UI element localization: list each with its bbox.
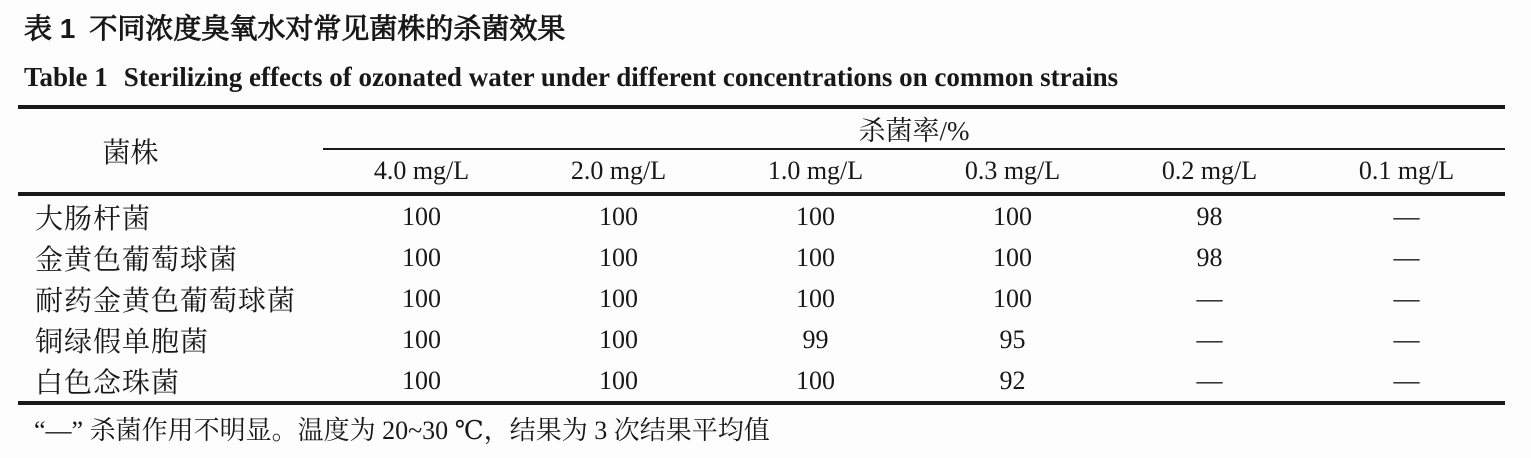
value-cell: 100: [993, 242, 1032, 272]
table-row: [18, 319, 1505, 360]
value-cell: 100: [796, 201, 835, 231]
col-header-kill-rate: 杀菌率/%: [323, 107, 1505, 149]
value-cell: —: [1393, 201, 1420, 231]
strain-cell: 铜绿假单胞菌: [35, 326, 210, 358]
value-cell: —: [1393, 283, 1420, 313]
header-row-group: [18, 107, 1505, 149]
col-header-conc-3: 1.0 mg/L: [717, 149, 914, 194]
table-caption-en: Sterilizing effects of ozonated water under different concentrations on common strains: [123, 62, 1119, 92]
col-header-conc-4: 0.3 mg/L: [914, 149, 1111, 194]
value-cell: 100: [796, 242, 835, 272]
value-cell: 100: [993, 201, 1032, 231]
value-cell: 98: [1196, 201, 1223, 231]
value-cell: 98: [1196, 242, 1223, 272]
col-header-conc-6: 0.1 mg/L: [1308, 149, 1505, 194]
strain-cell: 耐药金黄色葡萄球菌: [35, 285, 297, 317]
paper-table-figure: [0, 12, 1531, 458]
sterilizing-effects-table: [18, 105, 1505, 405]
value-cell: —: [1393, 324, 1420, 354]
strain-cell: 金黄色葡萄球菌: [35, 244, 239, 276]
value-cell: —: [1196, 365, 1223, 395]
strain-cell: 白色念珠菌: [35, 367, 181, 399]
table-caption-zh: 不同浓度臭氧水对常见菌株的杀菌效果: [89, 13, 566, 44]
value-cell: 100: [402, 242, 441, 272]
value-cell: 100: [599, 365, 638, 395]
table-number-zh: 表 1: [24, 13, 76, 44]
value-cell: 100: [599, 201, 638, 231]
value-cell: 92: [999, 365, 1026, 395]
value-cell: 100: [599, 283, 638, 313]
value-cell: —: [1196, 283, 1223, 313]
table-row: [18, 237, 1505, 278]
table-row: [18, 278, 1505, 319]
table-title-zh: [24, 12, 1531, 46]
value-cell: 100: [993, 283, 1032, 313]
value-cell: —: [1393, 242, 1420, 272]
table-number-en: Table 1: [24, 62, 108, 92]
strain-cell: 大肠杆菌: [35, 203, 152, 235]
value-cell: 100: [796, 283, 835, 313]
value-cell: 100: [402, 283, 441, 313]
value-cell: 100: [402, 201, 441, 231]
col-header-conc-5: 0.2 mg/L: [1111, 149, 1308, 194]
table-row: [18, 194, 1505, 237]
col-header-strain: 菌株: [18, 107, 323, 194]
value-cell: 100: [599, 242, 638, 272]
value-cell: 100: [402, 324, 441, 354]
col-header-conc-2: 2.0 mg/L: [520, 149, 717, 194]
value-cell: 99: [802, 324, 829, 354]
value-cell: —: [1393, 365, 1420, 395]
table-footnote: “—” 杀菌作用不明显。温度为 20~30 ℃，结果为 3 次结果平均值: [34, 416, 770, 445]
table-row: [18, 360, 1505, 403]
value-cell: 100: [599, 324, 638, 354]
value-cell: 100: [796, 365, 835, 395]
col-header-conc-1: 4.0 mg/L: [323, 149, 520, 194]
value-cell: —: [1196, 324, 1223, 354]
value-cell: 95: [999, 324, 1026, 354]
value-cell: 100: [402, 365, 441, 395]
table-title-en: [24, 60, 1531, 94]
